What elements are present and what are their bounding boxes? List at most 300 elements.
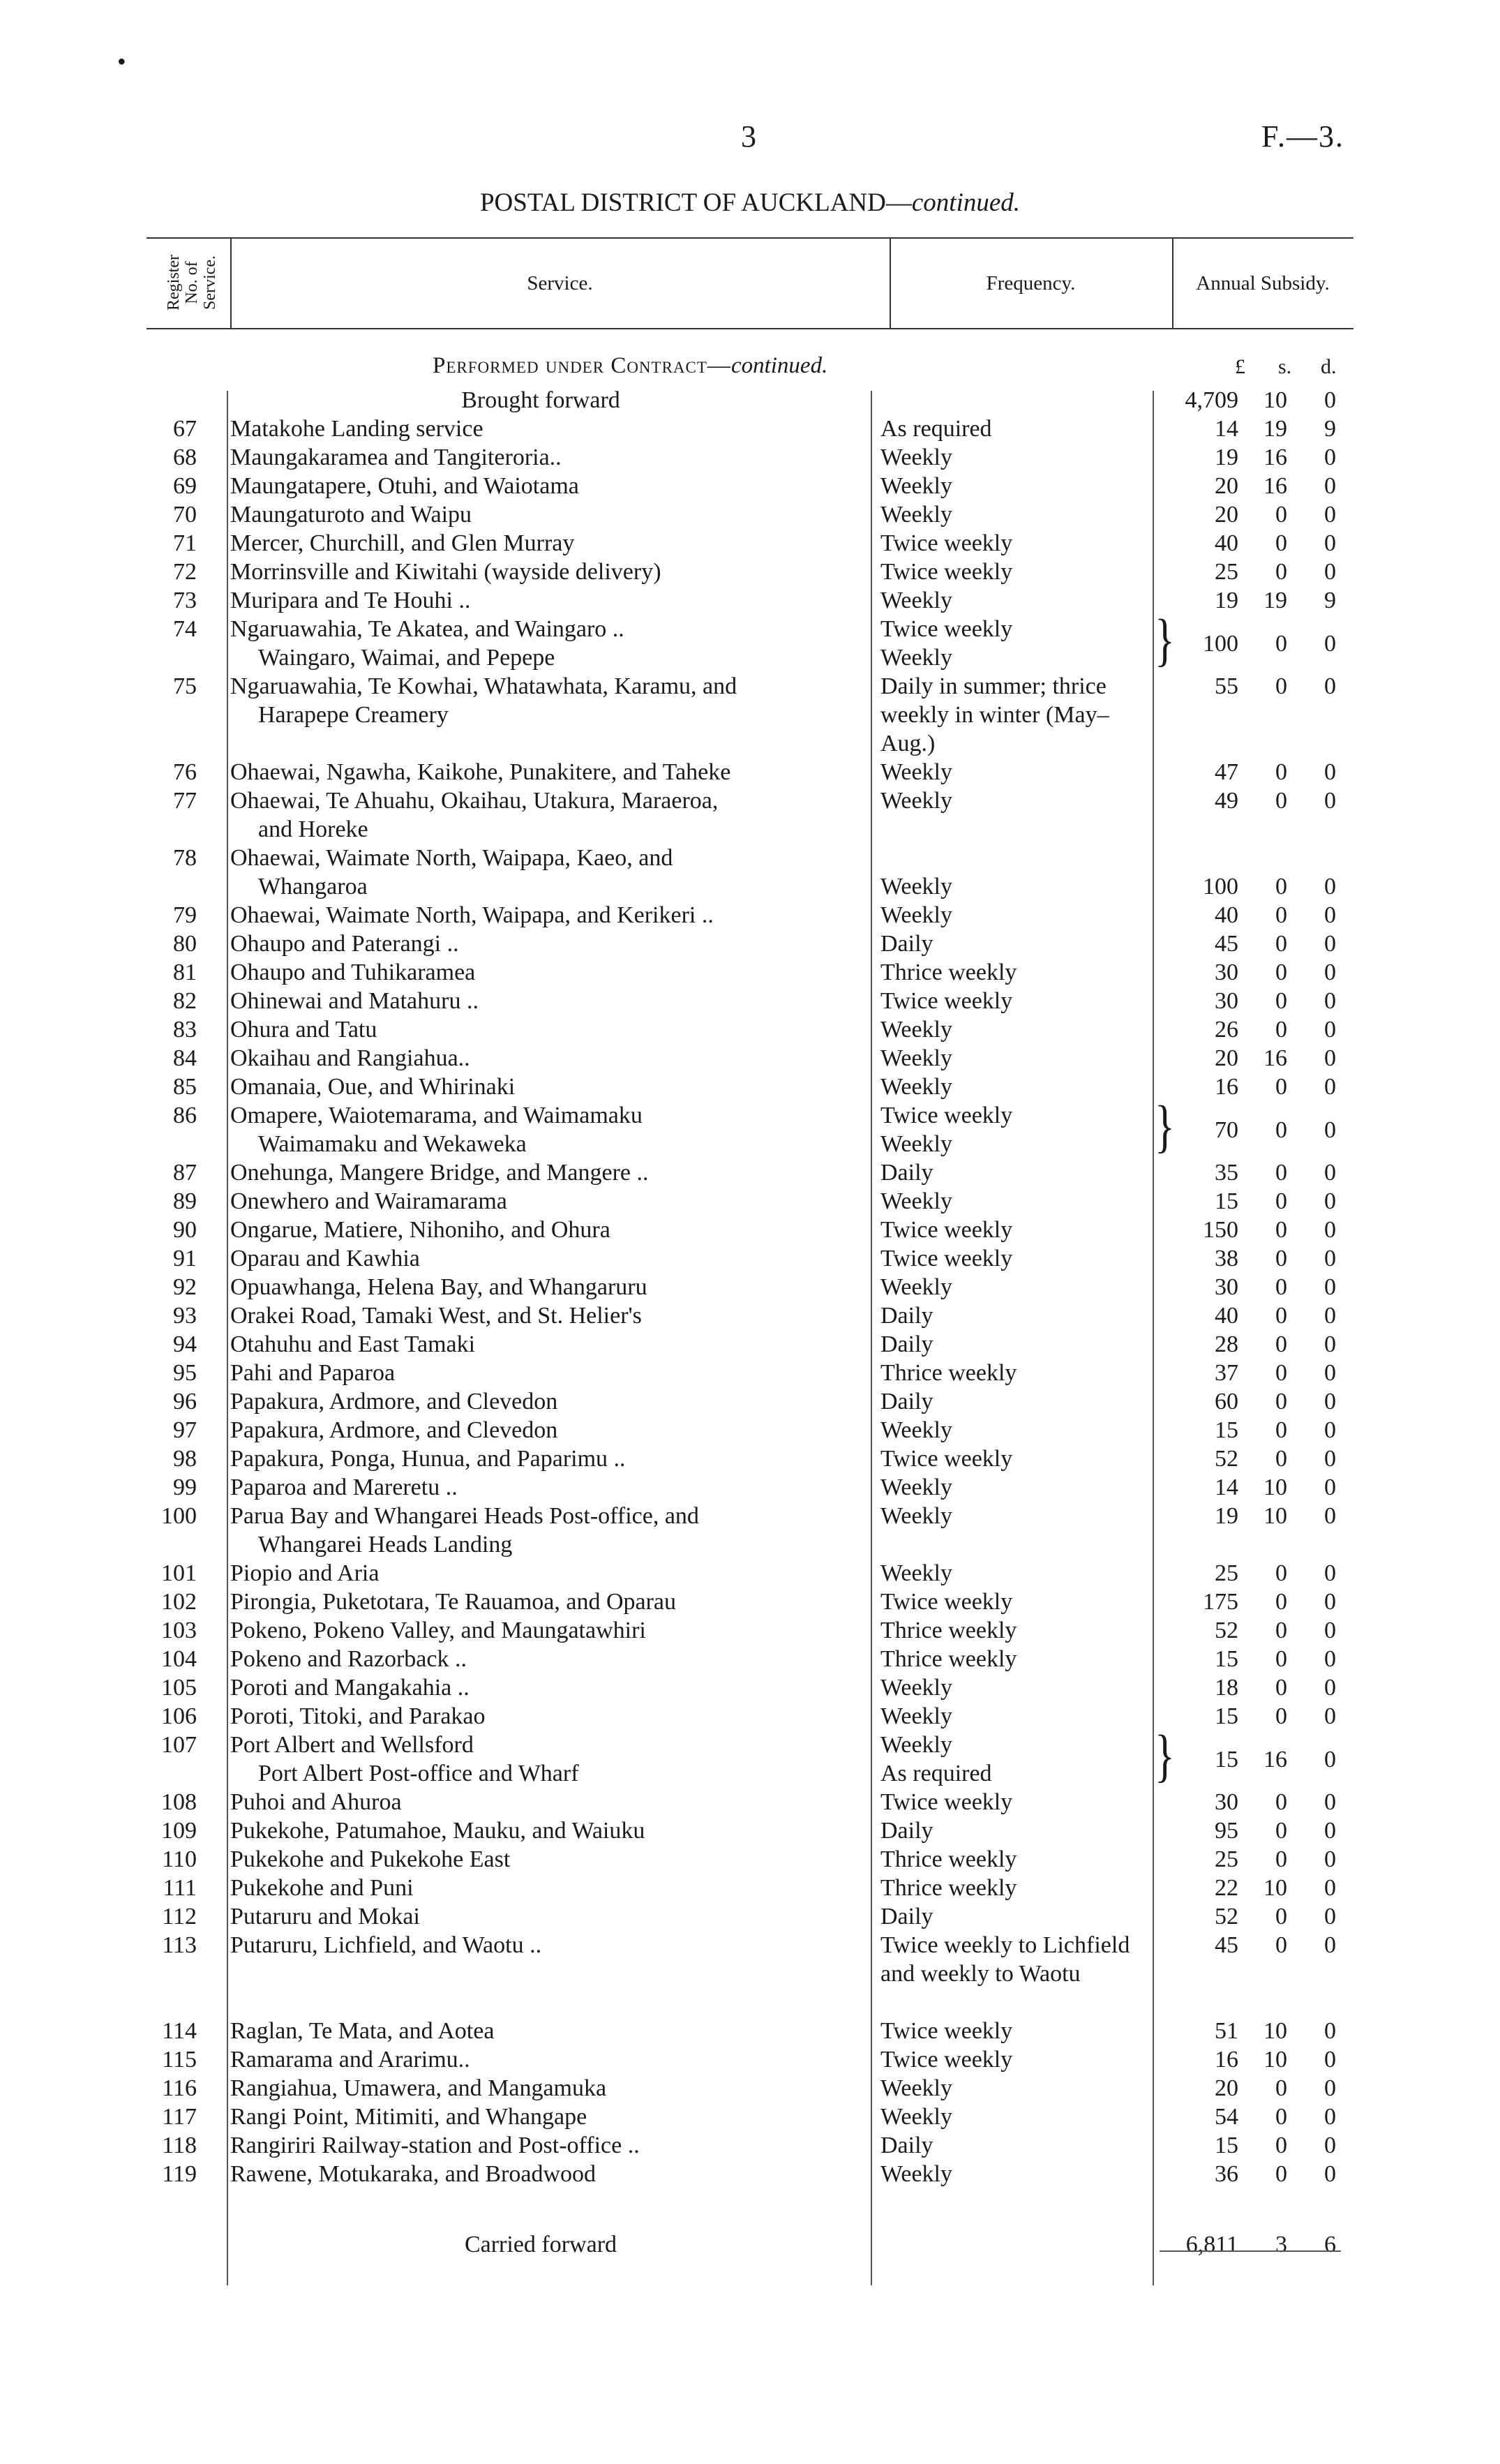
register-number: 103	[161, 1618, 197, 1643]
subsidy-shillings: 0	[1275, 673, 1287, 699]
service-cell	[230, 1559, 851, 1588]
register-number: 90	[173, 1217, 197, 1243]
carried-forward-label: Carried forward	[464, 2232, 617, 2257]
service-line: Whangarei Heads Landing	[258, 1532, 513, 1558]
subsidy-pence: 0	[1324, 2161, 1336, 2187]
frequency-line: Weekly	[880, 1703, 952, 1729]
carried-forward-row	[0, 2230, 1500, 2259]
subsidy-pence: 0	[1324, 1875, 1336, 1901]
service-line: Ohaewai, Waimate North, Waipapa, Kaeo, and	[230, 845, 673, 871]
frequency-line: Weekly	[880, 1045, 952, 1071]
subsidy-pounds: 30	[1215, 988, 1238, 1014]
service-line: Port Albert Post-office and Wharf	[258, 1761, 579, 1786]
subsidy-pence: 0	[1324, 2075, 1336, 2101]
table-row	[0, 844, 1500, 901]
subsidy-pounds: 20	[1215, 473, 1238, 499]
frequency-line: Weekly	[880, 1675, 952, 1701]
subsidy-pence: 0	[1324, 988, 1336, 1014]
service-line: Port Albert and Wellsford	[230, 1732, 474, 1758]
subsidy-pence: 0	[1324, 931, 1336, 957]
frequency-cell	[880, 1702, 1149, 1731]
service-line: Rawene, Motukaraka, and Broadwood	[230, 2161, 597, 2187]
table-row	[0, 2103, 1500, 2131]
register-number: 114	[162, 2018, 197, 2044]
table-row	[0, 1158, 1500, 1187]
frequency-line: Daily	[880, 1904, 933, 1929]
subsidy-shillings: 0	[1275, 902, 1287, 928]
subsidy-shillings: 0	[1275, 502, 1287, 528]
register-number: 70	[173, 502, 197, 528]
register-number: 99	[173, 1474, 197, 1500]
service-cell	[230, 529, 851, 558]
subsidy-pounds: 6,811	[1185, 2232, 1238, 2257]
table-row	[0, 1387, 1500, 1416]
frequency-cell	[880, 2074, 1149, 2103]
register-number: 96	[173, 1389, 197, 1414]
service-cell	[230, 500, 851, 529]
subsidy-pounds: 15	[1215, 1188, 1238, 1214]
register-number: 95	[173, 1360, 197, 1386]
subsidy-pounds: 70	[1215, 1117, 1238, 1143]
subsidy-pounds: 49	[1215, 788, 1238, 814]
subsidy-pence: 0	[1324, 1389, 1336, 1414]
table-row	[0, 1874, 1500, 1902]
service-line: Pukekohe and Pukekohe East	[230, 1846, 511, 1872]
subsidy-pounds: 15	[1215, 1417, 1238, 1443]
subsidy-shillings: 0	[1275, 1331, 1287, 1357]
subsidy-shillings: 0	[1275, 759, 1287, 785]
section-heading	[433, 352, 827, 379]
service-line: Ohaupo and Paterangi ..	[230, 931, 459, 957]
service-cell	[230, 1473, 851, 1502]
service-cell	[230, 1359, 851, 1387]
subsidy-shillings: 0	[1275, 988, 1287, 1014]
frequency-line: Weekly	[880, 2075, 952, 2101]
table-row	[0, 1216, 1500, 1244]
frequency-cell	[880, 872, 1149, 901]
frequency-line: Weekly	[880, 445, 952, 470]
subsidy-shillings: 0	[1275, 1274, 1287, 1300]
frequency-cell	[880, 558, 1149, 586]
brought-forward-row	[0, 386, 1500, 415]
table-row	[0, 1645, 1500, 1673]
frequency-line: Weekly	[880, 902, 952, 928]
subsidy-shillings: 0	[1275, 530, 1287, 556]
register-number: 74	[173, 616, 197, 642]
frequency-line: Thrice weekly	[880, 1875, 1017, 1901]
frequency-cell	[880, 672, 1149, 758]
subsidy-shillings: 0	[1275, 2104, 1287, 2130]
subsidy-pounds: 18	[1215, 1675, 1238, 1701]
subsidy-pounds: 52	[1215, 1446, 1238, 1472]
register-number: 102	[161, 1589, 197, 1615]
subsidy-shillings: 0	[1275, 2161, 1287, 2187]
table-row	[0, 1301, 1500, 1330]
table-row	[0, 2045, 1500, 2074]
frequency-line: Thrice weekly	[880, 1360, 1017, 1386]
frequency-line: Twice weekly	[880, 1589, 1013, 1615]
service-cell	[230, 1216, 851, 1244]
frequency-cell	[880, 1359, 1149, 1387]
subsidy-shillings: 10	[1263, 1474, 1287, 1500]
service-cell	[230, 472, 851, 500]
subsidy-shillings: 0	[1275, 1904, 1287, 1929]
register-number: 108	[161, 1789, 197, 1815]
subsidy-shillings: 0	[1275, 1389, 1287, 1414]
service-cell	[230, 901, 851, 929]
subsidy-pounds: 54	[1215, 2104, 1238, 2130]
service-line: Rangiahua, Umawera, and Mangamuka	[230, 2075, 607, 2101]
brace-glyph: }	[1155, 1723, 1175, 1789]
subsidy-pounds: 22	[1215, 1875, 1238, 1901]
subsidy-pounds: 30	[1215, 960, 1238, 985]
service-cell	[230, 443, 851, 472]
service-cell	[230, 1931, 851, 1959]
table-row	[0, 1073, 1500, 1101]
subsidy-shillings: 0	[1275, 1074, 1287, 1100]
frequency-cell	[880, 1044, 1149, 1073]
register-header-line-3: Service.	[200, 255, 219, 310]
service-line: Omapere, Waiotemarama, and Waimamaku	[230, 1103, 643, 1128]
frequency-line: Weekly	[880, 1560, 952, 1586]
subsidy-shillings: 0	[1275, 1246, 1287, 1271]
frequency-cell	[880, 500, 1149, 529]
table-row	[0, 1723, 1500, 1789]
frequency-line: Thrice weekly	[880, 1846, 1017, 1872]
section-heading-text: Performed under Contract—	[433, 353, 731, 378]
frequency-line: Twice weekly	[880, 530, 1013, 556]
subsidy-pence: 0	[1324, 759, 1336, 785]
register-number: 73	[173, 588, 197, 613]
register-header-line-2: No. of	[182, 261, 201, 304]
table-row	[0, 901, 1500, 929]
subsidy-pounds: 14	[1215, 1474, 1238, 1500]
register-number: 111	[163, 1875, 197, 1901]
register-number: 116	[162, 2075, 197, 2101]
shillings-unit: s.	[1278, 355, 1292, 378]
register-number: 113	[162, 1932, 197, 1958]
register-number: 112	[162, 1904, 197, 1929]
frequency-cell	[880, 1273, 1149, 1301]
subsidy-pounds: 40	[1215, 530, 1238, 556]
service-line: Waingaro, Waimai, and Pepepe	[258, 645, 555, 671]
table-row	[0, 607, 1500, 673]
frequency-cell	[880, 1473, 1149, 1502]
table-row	[0, 2074, 1500, 2103]
service-cell	[230, 1101, 851, 1158]
subsidy-shillings: 0	[1275, 1618, 1287, 1643]
table-row	[0, 2160, 1500, 2188]
subsidy-pounds: 175	[1203, 1589, 1238, 1615]
frequency-cell	[880, 1444, 1149, 1473]
subsidy-shillings: 16	[1263, 445, 1287, 470]
table-row	[0, 1616, 1500, 1645]
subsidy-pounds: 40	[1215, 902, 1238, 928]
service-line: Ongarue, Matiere, Nihoniho, and Ohura	[230, 1217, 610, 1243]
frequency-cell	[880, 1301, 1149, 1330]
frequency-cell	[880, 1788, 1149, 1816]
frequency-line: Twice weekly	[880, 1789, 1013, 1815]
service-line: Okaihau and Rangiahua..	[230, 1045, 470, 1071]
service-line: Orakei Road, Tamaki West, and St. Helier's	[230, 1303, 642, 1329]
subsidy-pence: 0	[1324, 445, 1336, 470]
frequency-line: Twice weekly	[880, 616, 1013, 642]
frequency-line: Thrice weekly	[880, 1646, 1017, 1672]
subsidy-pounds: 52	[1215, 1618, 1238, 1643]
frequency-column-header: Frequency.	[986, 272, 1076, 294]
subsidy-shillings: 0	[1275, 1703, 1287, 1729]
subsidy-shillings: 0	[1275, 1818, 1287, 1844]
subsidy-pence: 0	[1324, 1331, 1336, 1357]
header-bottom-rule	[147, 328, 1353, 329]
subsidy-pence: 0	[1324, 559, 1336, 585]
service-cell	[230, 1816, 851, 1845]
register-number: 83	[173, 1017, 197, 1043]
brace-glyph: }	[1155, 1093, 1175, 1159]
subsidy-pounds: 35	[1215, 1160, 1238, 1186]
service-line: Mercer, Churchill, and Glen Murray	[230, 530, 575, 556]
table-row	[0, 1502, 1500, 1559]
table-row	[0, 472, 1500, 500]
service-cell	[230, 1158, 851, 1187]
frequency-line: Weekly	[880, 1074, 952, 1100]
frequency-line: Twice weekly	[880, 2047, 1013, 2073]
frequency-cell	[880, 1731, 1149, 1788]
service-cell	[230, 1673, 851, 1702]
subsidy-pence: 0	[1324, 1503, 1336, 1529]
brace-glyph: }	[1155, 607, 1175, 673]
service-cell	[230, 2045, 851, 2074]
service-line: Opuawhanga, Helena Bay, and Whangaruru	[230, 1274, 647, 1300]
service-cell	[230, 958, 851, 987]
subsidy-pounds: 45	[1215, 1932, 1238, 1958]
subsidy-pence: 6	[1324, 2232, 1336, 2257]
frequency-line: Weekly	[880, 874, 952, 899]
frequency-cell	[880, 1874, 1149, 1902]
subsidy-shillings: 0	[1275, 788, 1287, 814]
service-line: Maungakaramea and Tangiteroria..	[230, 445, 562, 470]
subsidy-pounds: 37	[1215, 1360, 1238, 1386]
subsidy-pence: 0	[1324, 1446, 1336, 1472]
title-main: POSTAL DISTRICT OF AUCKLAND—	[479, 188, 912, 217]
service-cell	[230, 1845, 851, 1874]
frequency-line: Weekly	[880, 1131, 952, 1157]
subsidy-pence: 0	[1324, 673, 1336, 699]
table-row	[0, 1416, 1500, 1444]
register-number: 119	[162, 2161, 197, 2187]
table-row	[0, 1788, 1500, 1816]
page-number: 3	[741, 119, 756, 154]
table-row	[0, 672, 1500, 758]
service-cell	[230, 672, 851, 729]
service-cell	[230, 1874, 851, 1902]
frequency-cell	[880, 1387, 1149, 1416]
frequency-cell	[880, 1330, 1149, 1359]
subsidy-shillings: 0	[1275, 931, 1287, 957]
frequency-line: Twice weekly	[880, 1103, 1013, 1128]
table-row	[0, 987, 1500, 1015]
service-cell	[230, 1330, 851, 1359]
subsidy-shillings: 19	[1263, 588, 1287, 613]
subsidy-pence: 0	[1324, 387, 1336, 413]
service-line: Omanaia, Oue, and Whirinaki	[230, 1074, 516, 1100]
table-row	[0, 958, 1500, 987]
register-number: 101	[161, 1560, 197, 1586]
table-row	[0, 529, 1500, 558]
frequency-line: Twice weekly	[880, 1446, 1013, 1472]
table-row	[0, 786, 1500, 844]
register-number: 72	[173, 559, 197, 585]
subsidy-shillings: 0	[1275, 559, 1287, 585]
subsidy-pounds: 28	[1215, 1331, 1238, 1357]
frequency-cell	[880, 2103, 1149, 2131]
frequency-line: Daily	[880, 2133, 933, 2158]
frequency-cell	[880, 529, 1149, 558]
table-row	[0, 1330, 1500, 1359]
frequency-cell	[880, 1673, 1149, 1702]
register-number: 97	[173, 1417, 197, 1443]
service-line: Pukekohe and Puni	[230, 1875, 414, 1901]
frequency-line: Weekly	[880, 1017, 952, 1043]
frequency-cell	[880, 786, 1149, 815]
register-number: 100	[161, 1503, 197, 1529]
register-number: 71	[173, 530, 197, 556]
service-line: Ngaruawahia, Te Kowhai, Whatawhata, Karamu, and	[230, 673, 737, 699]
subsidy-pence: 0	[1324, 1904, 1336, 1929]
subsidy-pence: 0	[1324, 1117, 1336, 1143]
table-row	[0, 2131, 1500, 2160]
page-title	[0, 188, 1500, 218]
frequency-line: Twice weekly	[880, 1217, 1013, 1243]
frequency-line: Weekly	[880, 645, 952, 671]
frequency-line: Daily	[880, 1331, 933, 1357]
service-line: Whangaroa	[258, 874, 368, 899]
subsidy-shillings: 0	[1275, 2075, 1287, 2101]
register-number: 117	[162, 2104, 197, 2130]
subsidy-pounds: 51	[1215, 2018, 1238, 2044]
frequency-cell	[880, 1015, 1149, 1044]
pounds-unit: £	[1235, 355, 1245, 378]
frequency-cell	[880, 1416, 1149, 1444]
service-cell	[230, 1015, 851, 1044]
service-line: Waimamaku and Wekaweka	[258, 1131, 527, 1157]
frequency-cell	[880, 1073, 1149, 1101]
subsidy-pence: 0	[1324, 1618, 1336, 1643]
register-number: 78	[173, 845, 197, 871]
register-number: 79	[173, 902, 197, 928]
service-line: Otahuhu and East Tamaki	[230, 1331, 476, 1357]
register-number: 80	[173, 931, 197, 957]
table-row	[0, 1473, 1500, 1502]
subsidy-pounds: 38	[1215, 1246, 1238, 1271]
subsidy-pounds: 45	[1215, 931, 1238, 957]
frequency-line: Twice weekly	[880, 559, 1013, 585]
table-row	[0, 758, 1500, 786]
subsidy-pence: 0	[1324, 630, 1336, 657]
service-line: Pahi and Paparoa	[230, 1360, 396, 1386]
subsidy-shillings: 16	[1263, 1045, 1287, 1071]
subsidy-pence: 0	[1324, 1746, 1336, 1772]
register-number: 104	[161, 1646, 197, 1672]
register-number: 115	[162, 2047, 197, 2073]
service-cell	[230, 929, 851, 958]
subsidy-pounds: 19	[1215, 445, 1238, 470]
subsidy-pence: 0	[1324, 502, 1336, 528]
table-row	[0, 443, 1500, 472]
table-row	[0, 500, 1500, 529]
subsidy-pounds: 16	[1215, 1074, 1238, 1100]
subsidy-column-header: Annual Subsidy.	[1196, 272, 1330, 294]
frequency-cell	[880, 615, 1149, 672]
frequency-cell	[880, 2017, 1149, 2045]
service-line: Pokeno and Razorback ..	[230, 1646, 467, 1672]
frequency-cell	[880, 987, 1149, 1015]
table-row	[0, 1444, 1500, 1473]
frequency-cell	[880, 1158, 1149, 1187]
register-number: 68	[173, 445, 197, 470]
register-number: 91	[173, 1246, 197, 1271]
frequency-line: Weekly	[880, 2104, 952, 2130]
frequency-line: Weekly	[880, 759, 952, 785]
subsidy-pence: 0	[1324, 960, 1336, 985]
frequency-line: Twice weekly to Lichfield and weekly to Waotu	[880, 1932, 1130, 1987]
subsidy-pence: 0	[1324, 2133, 1336, 2158]
subsidy-pence: 0	[1324, 1017, 1336, 1043]
subsidy-shillings: 10	[1263, 1875, 1287, 1901]
subsidy-pence: 0	[1324, 1675, 1336, 1701]
subsidy-pence: 0	[1324, 1417, 1336, 1443]
frequency-line: Daily	[880, 1160, 933, 1186]
service-line: Poroti and Mangakahia ..	[230, 1675, 470, 1701]
subsidy-shillings: 0	[1275, 1846, 1287, 1872]
service-line: Oparau and Kawhia	[230, 1246, 420, 1271]
table-row	[0, 586, 1500, 615]
subsidy-pounds: 20	[1215, 1045, 1238, 1071]
table-row	[0, 1093, 1500, 1159]
service-line: Piopio and Aria	[230, 1560, 380, 1586]
service-line: Poroti, Titoki, and Parakao	[230, 1703, 486, 1729]
frequency-line: Weekly	[880, 588, 952, 613]
subsidy-pounds: 95	[1215, 1818, 1238, 1844]
register-column-header	[147, 241, 237, 324]
frequency-cell	[880, 929, 1149, 958]
frequency-cell	[880, 2131, 1149, 2160]
service-cell	[230, 1702, 851, 1731]
register-number: 109	[161, 1818, 197, 1844]
register-number: 87	[173, 1160, 197, 1186]
service-line: Paparoa and Mareretu ..	[230, 1474, 458, 1500]
subsidy-pence: 0	[1324, 1188, 1336, 1214]
subsidy-pounds: 30	[1215, 1789, 1238, 1815]
service-cell	[230, 1187, 851, 1216]
subsidy-pence: 0	[1324, 1646, 1336, 1672]
register-number: 89	[173, 1188, 197, 1214]
subsidy-shillings: 0	[1275, 1360, 1287, 1386]
service-cell	[230, 2074, 851, 2103]
subsidy-shillings: 0	[1275, 1303, 1287, 1329]
subsidy-pence: 0	[1324, 1217, 1336, 1243]
subsidy-shillings: 19	[1263, 416, 1287, 442]
frequency-cell	[880, 1645, 1149, 1673]
service-line: Morrinsville and Kiwitahi (wayside delivery)	[230, 559, 661, 585]
subsidy-pence: 0	[1324, 1045, 1336, 1071]
service-cell	[230, 1788, 851, 1816]
subsidy-pounds: 36	[1215, 2161, 1238, 2187]
subsidy-shillings: 0	[1275, 630, 1287, 657]
frequency-line: Daily	[880, 1303, 933, 1329]
frequency-cell	[880, 472, 1149, 500]
frequency-cell	[880, 958, 1149, 987]
